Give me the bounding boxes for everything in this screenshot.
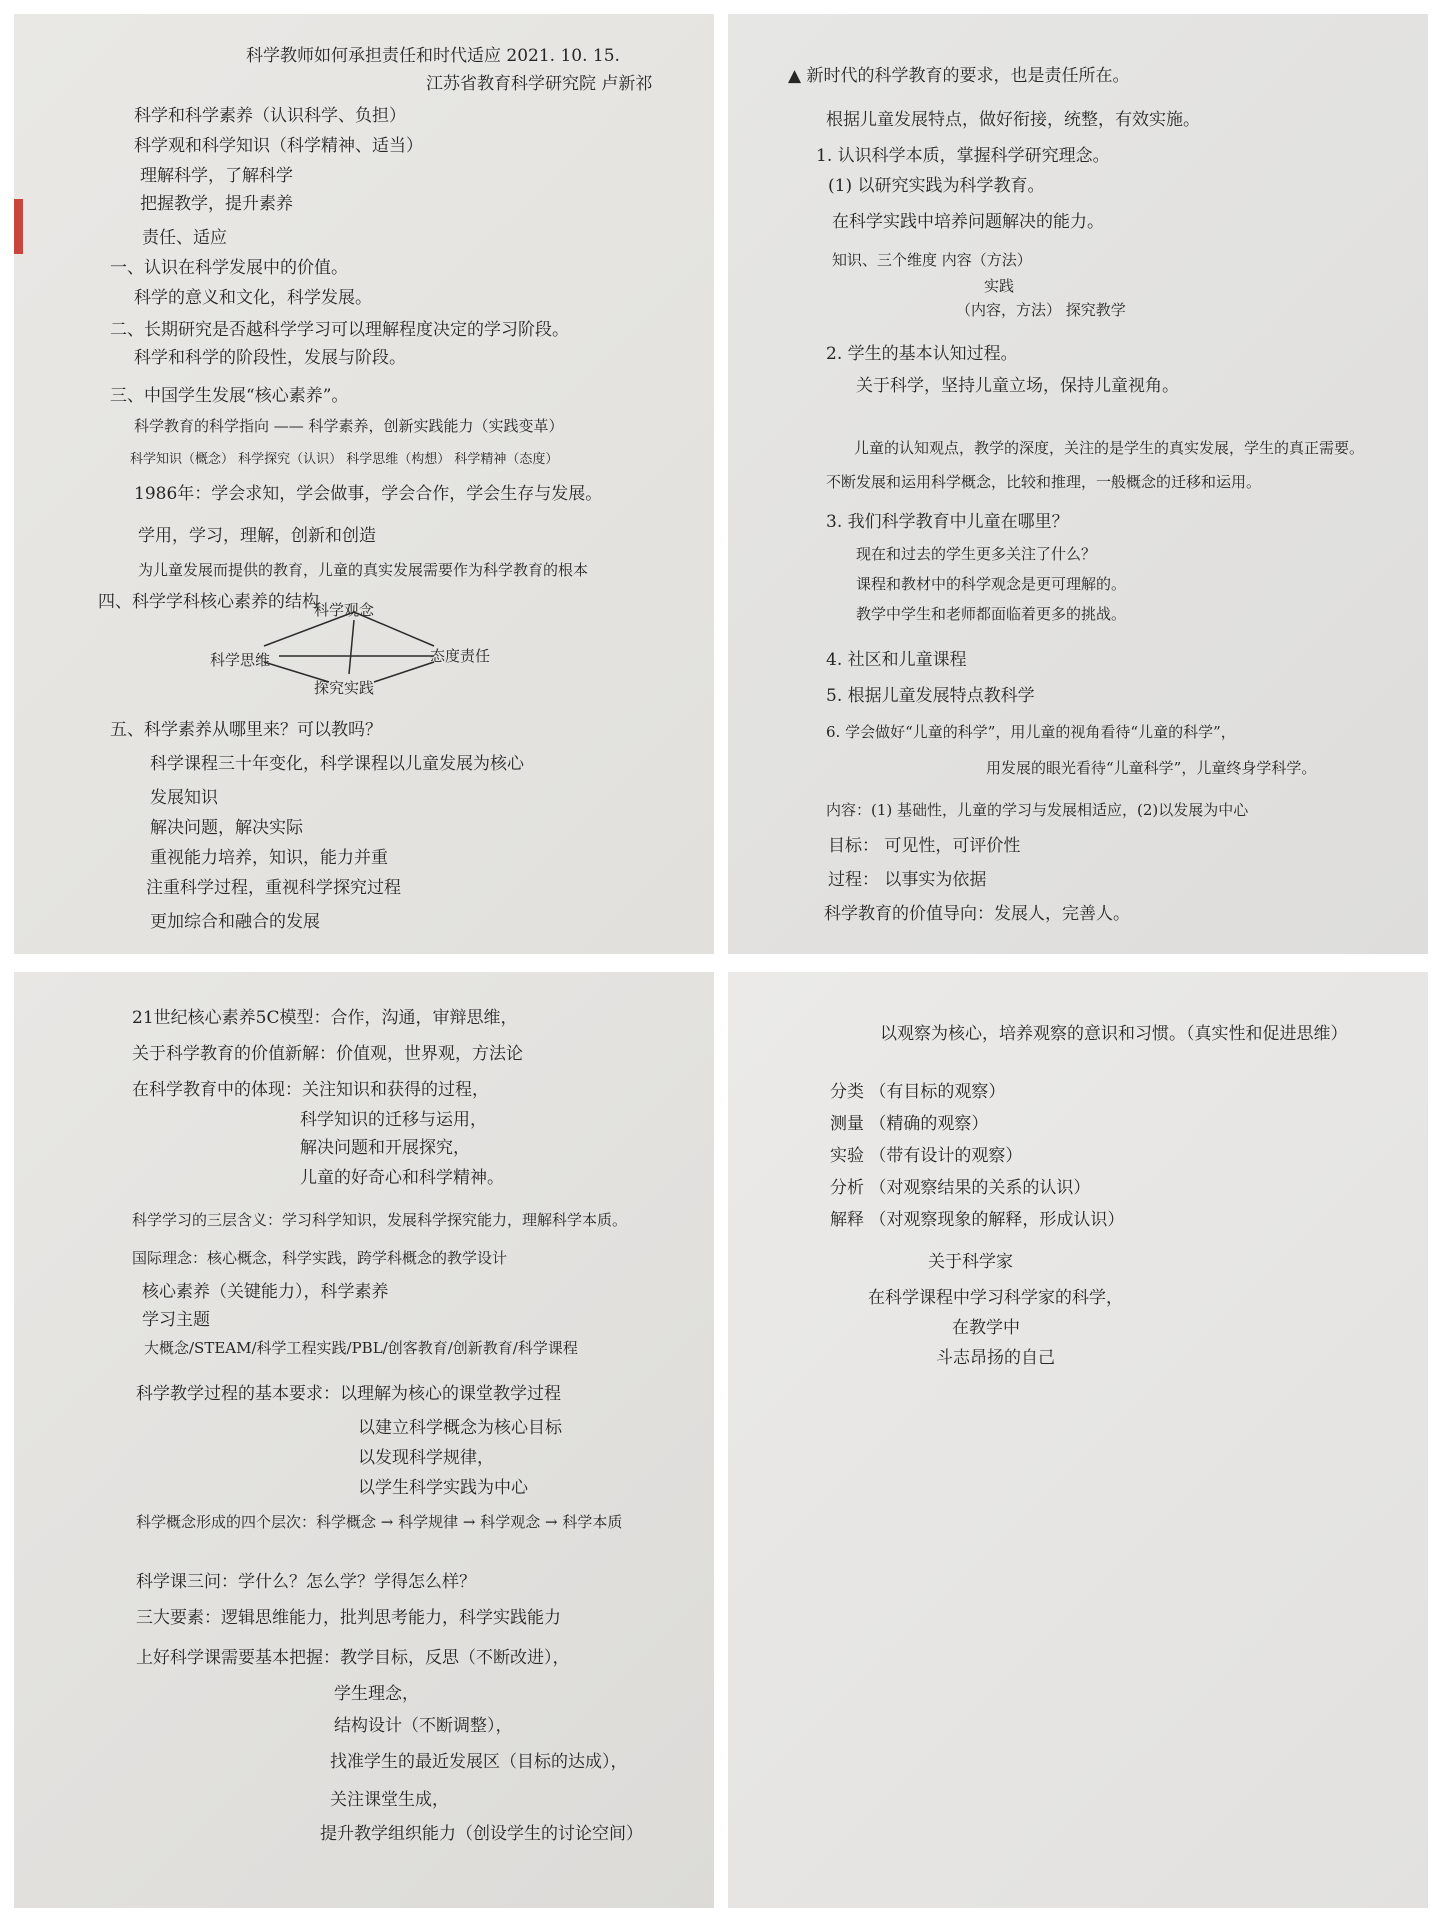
note-line: 以建立科学概念为核心目标 — [358, 1418, 562, 1438]
note-line: 解释 （对观察现象的解释，形成认识） — [830, 1210, 1125, 1230]
note-line: 责任、适应 — [142, 228, 227, 248]
note-line: 以发现科学规律， — [358, 1448, 494, 1468]
note-line: 目标： 可见性，可评价性 — [828, 836, 1021, 856]
note-line: 在科学教育中的体现：关注知识和获得的过程， — [132, 1080, 489, 1100]
note-heading: 二、长期研究是否越科学学习可以理解程度决定的学习阶段。 — [110, 320, 569, 340]
note-line: 内容：(1) 基础性，儿童的学习与发展相适应，(2)以发展为中心 — [826, 801, 1249, 819]
note-line: 课程和教材中的科学观念是更可理解的。 — [856, 575, 1127, 593]
note-line: 实验 （带有设计的观察） — [830, 1146, 1023, 1166]
note-line: 分类 （有目标的观察） — [830, 1082, 1006, 1102]
note-line: 提升教学组织能力（创设学生的讨论空间） — [320, 1824, 643, 1844]
note-line: （内容，方法） 探究教学 — [956, 301, 1126, 319]
note-line: 2. 学生的基本认知过程。 — [826, 344, 1018, 364]
note-line: 用发展的眼光看待“儿童科学”，儿童终身学科学。 — [986, 759, 1317, 777]
note-line: 根据儿童发展特点，做好衔接，统整，有效实施。 — [826, 110, 1200, 130]
note-line: 科学教学过程的基本要求：以理解为核心的课堂教学过程 — [136, 1384, 561, 1404]
note-line: 理解科学，了解科学 — [140, 166, 293, 186]
note-line: 找准学生的最近发展区（目标的达成）， — [330, 1752, 628, 1772]
note-line: 科学知识（概念） 科学探究（认识） 科学思维（构想） 科学精神（态度） — [130, 452, 559, 467]
note-line: 知识、三个维度 内容（方法） — [832, 251, 1032, 269]
note-line: 6. 学会做好“儿童的科学”，用儿童的视角看待“儿童的科学”， — [826, 723, 1236, 741]
note-heading: 五、科学素养从哪里来？可以教吗？ — [110, 720, 382, 740]
note-heading: 三、中国学生发展“核心素养”。 — [110, 386, 349, 406]
note-line: 儿童的认知观点，教学的深度，关注的是学生的真实发展，学生的真正需要。 — [854, 439, 1365, 457]
note-line: 在教学中 — [952, 1318, 1020, 1338]
note-line: 在科学课程中学习科学家的科学， — [868, 1288, 1123, 1308]
notebook-page-3 — [14, 972, 714, 1908]
note-line: 科学课三问：学什么？怎么学？学得怎么样？ — [136, 1572, 476, 1592]
note-line: 科学和科学的阶段性，发展与阶段。 — [134, 348, 406, 368]
note-line: 上好科学课需要基本把握：教学目标，反思（不断改进）， — [136, 1648, 570, 1668]
note-heading: 3. 我们科学教育中儿童在哪里？ — [826, 512, 1069, 532]
note-line: 关注课堂生成， — [330, 1790, 449, 1810]
note-line: 21世纪核心素养5C模型：合作，沟通，审辩思维， — [132, 1008, 518, 1028]
note-line: 关于科学教育的价值新解：价值观，世界观，方法论 — [132, 1044, 523, 1064]
note-line: 更加综合和融合的发展 — [150, 912, 320, 932]
note-line: 过程： 以事实为依据 — [828, 870, 987, 890]
note-heading: 一、认识在科学发展中的价值。 — [110, 258, 348, 278]
note-line: 科学教育的价值导向：发展人，完善人。 — [824, 904, 1130, 924]
note-line: 科学学习的三层含义：学习科学知识，发展科学探究能力，理解科学本质。 — [132, 1211, 628, 1229]
note-heading: 以观察为核心，培养观察的意识和习惯。（真实性和促进思维） — [880, 1024, 1348, 1044]
note-line: 大概念/STEAM/科学工程实践/PBL/创客教育/创新教育/科学课程 — [144, 1339, 578, 1357]
note-line: 测量 （精确的观察） — [830, 1114, 989, 1134]
note-line: 以学生科学实践为中心 — [358, 1478, 528, 1498]
note-line: 教学中学生和老师都面临着更多的挑战。 — [856, 605, 1127, 623]
note-line: 实践 — [984, 277, 1015, 295]
note-line: 为儿童发展而提供的教育，儿童的真实发展需要作为科学教育的根本 — [138, 561, 589, 579]
note-line: 1986年：学会求知，学会做事，学会合作，学会生存与发展。 — [134, 484, 603, 504]
note-line: 解决问题和开展探究， — [300, 1138, 470, 1158]
note-line: 科学教育的科学指向 —— 科学素养，创新实践能力（实践变革） — [134, 417, 564, 435]
note-line: 科学课程三十年变化，科学课程以儿童发展为核心 — [150, 754, 524, 774]
note-line: 科学的意义和文化，科学发展。 — [134, 288, 372, 308]
notebook-page-4 — [728, 972, 1428, 1908]
note-line: 注重科学过程，重视科学探究过程 — [146, 878, 401, 898]
note-heading: ▲ 新时代的科学教育的要求，也是责任所在。 — [788, 66, 1130, 86]
note-line: 国际理念：核心概念，科学实践，跨学科概念的教学设计 — [132, 1249, 508, 1267]
concept-map-node-right: 态度责任 — [430, 647, 491, 665]
note-line: 结构设计（不断调整）， — [334, 1716, 513, 1736]
note-line: 斗志昂扬的自己 — [936, 1348, 1055, 1368]
note-line: 学生理念， — [334, 1684, 419, 1704]
note-author: 江苏省教育科学研究院 卢新祁 — [426, 74, 653, 94]
notebook-page-1 — [14, 14, 714, 954]
concept-map-node-left: 科学思维 — [210, 651, 271, 669]
note-heading: 四、科学学科核心素养的结构 — [98, 592, 319, 612]
note-line: 科学知识的迁移与运用， — [300, 1110, 487, 1130]
note-line: 5. 根据儿童发展特点教科学 — [826, 686, 1035, 706]
note-line: 发展知识 — [150, 788, 218, 808]
notebook-page-2 — [728, 14, 1428, 954]
note-line: 现在和过去的学生更多关注了什么？ — [856, 545, 1097, 563]
note-line: (1) 以研究实践为科学教育。 — [828, 176, 1045, 196]
note-line: 三大要素：逻辑思维能力，批判思考能力，科学实践能力 — [136, 1608, 561, 1628]
note-line: 分析 （对观察结果的关系的认识） — [830, 1178, 1091, 1198]
note-line: 科学和科学素养（认识科学、负担） — [134, 106, 406, 126]
note-line: 学习主题 — [142, 1310, 210, 1330]
note-line: 1. 认识科学本质，掌握科学研究理念。 — [816, 146, 1110, 166]
note-line: 儿童的好奇心和科学精神。 — [300, 1168, 504, 1188]
concept-map-node-top: 科学观念 — [314, 601, 375, 619]
note-line: 学用，学习，理解，创新和创造 — [138, 526, 376, 546]
note-line: 科学概念形成的四个层次：科学概念 → 科学规律 → 科学观念 → 科学本质 — [136, 1513, 623, 1531]
note-line: 把握教学，提升素养 — [140, 194, 293, 214]
note-line: 4. 社区和儿童课程 — [826, 650, 967, 670]
concept-map-node-bottom: 探究实践 — [314, 679, 375, 697]
note-line: 核心素养（关键能力），科学素养 — [142, 1282, 389, 1302]
note-line: 解决问题，解决实际 — [150, 818, 303, 838]
note-line: 重视能力培养，知识，能力并重 — [150, 848, 388, 868]
note-line: 关于科学家 — [928, 1252, 1013, 1272]
note-line: 关于科学，坚持儿童立场，保持儿童视角。 — [856, 376, 1179, 396]
note-line: 不断发展和运用科学概念，比较和推理，一般概念的迁移和运用。 — [826, 473, 1262, 491]
note-title: 科学教师如何承担责任和时代适应 2021. 10. 15. — [246, 46, 620, 66]
note-line: 在科学实践中培养问题解决的能力。 — [832, 212, 1104, 232]
note-line: 科学观和科学知识（科学精神、适当） — [134, 136, 423, 156]
